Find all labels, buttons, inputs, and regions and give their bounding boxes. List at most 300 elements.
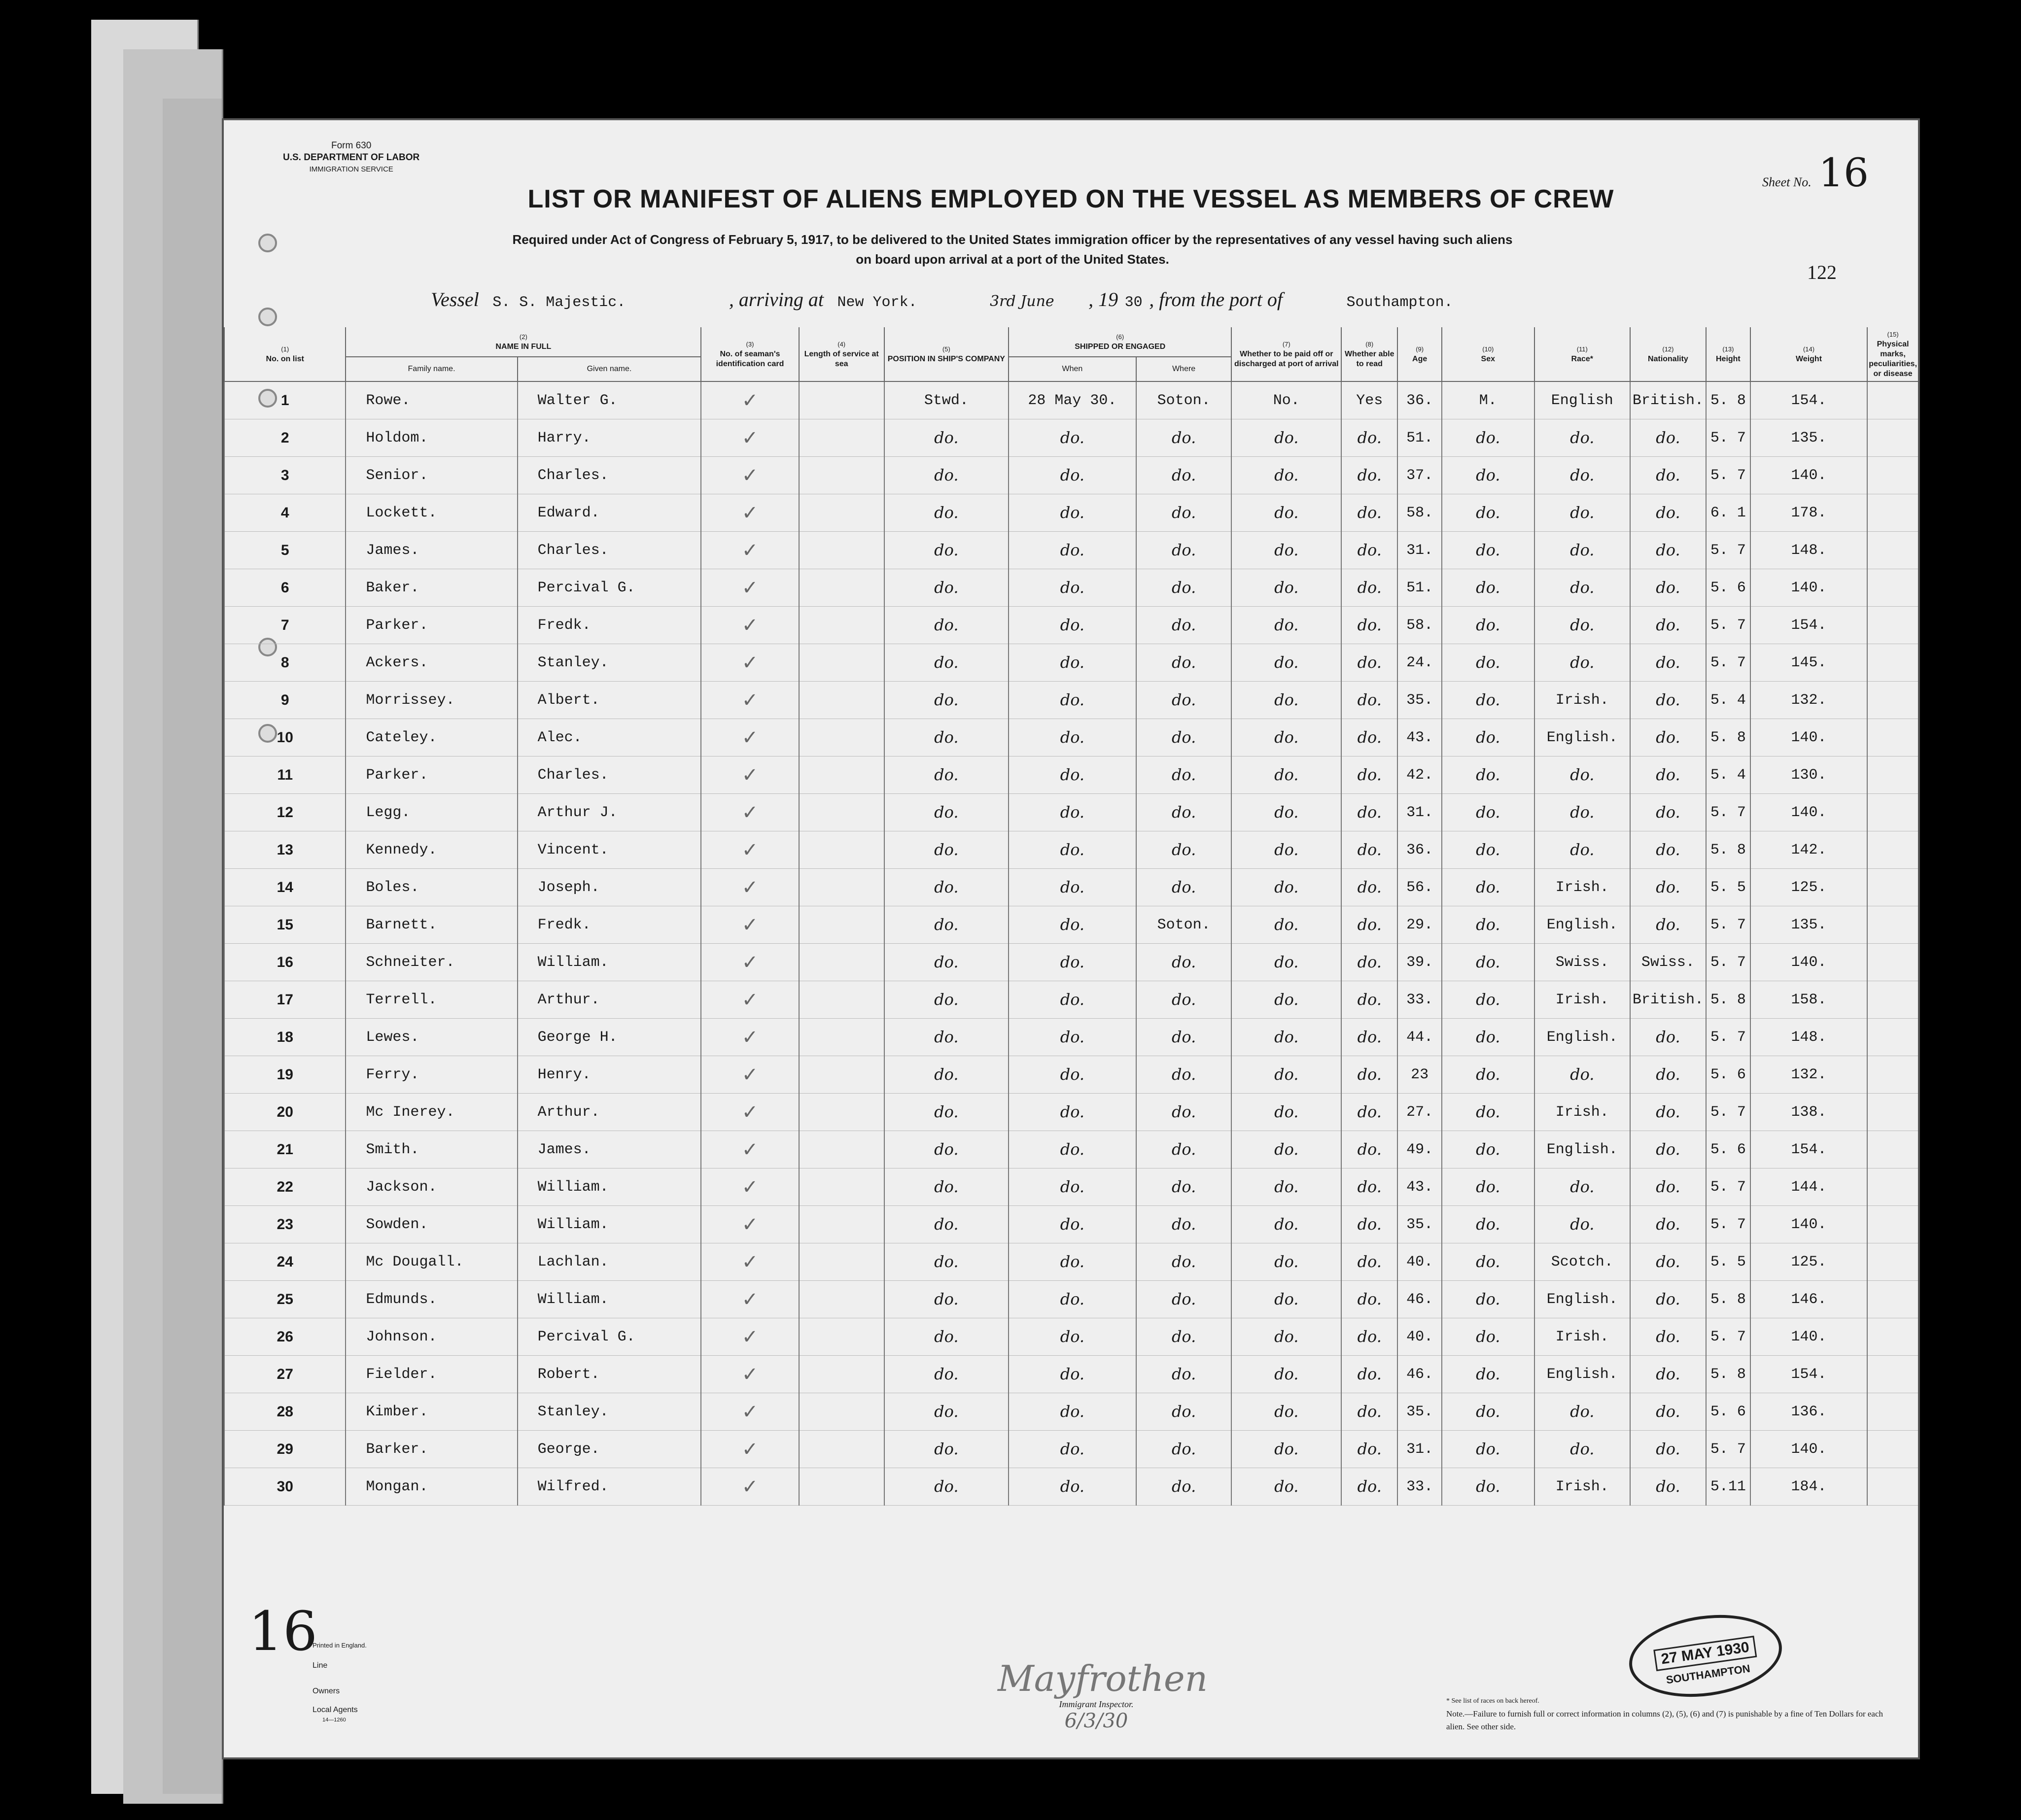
weight-cell <box>1750 419 1867 457</box>
shipped-when: do. <box>1060 1289 1085 1308</box>
shipped-when-cell <box>1009 1468 1136 1506</box>
paid-off: do. <box>1274 1477 1299 1496</box>
sex-cell <box>1442 1243 1534 1281</box>
paid-off-cell <box>1231 1206 1341 1243</box>
weight-cell <box>1750 1318 1867 1356</box>
height: 5. 8 <box>1710 991 1746 1008</box>
race-cell <box>1534 906 1630 944</box>
shipped-where-cell <box>1136 1131 1232 1168</box>
table-row <box>224 494 1918 532</box>
able-to-read: do. <box>1357 465 1382 484</box>
shipped-when-cell <box>1009 906 1136 944</box>
physical-marks-cell <box>1867 1243 1918 1281</box>
position: do. <box>934 540 959 559</box>
paid-off-cell <box>1231 944 1341 981</box>
family-name: Mongan. <box>366 1478 428 1495</box>
able-to-read-cell <box>1341 1281 1397 1318</box>
table-row <box>224 944 1918 981</box>
table-row <box>224 869 1918 906</box>
paid-off-cell <box>1231 906 1341 944</box>
shipped-when: do. <box>1060 765 1085 784</box>
able-to-read-cell <box>1341 1206 1397 1243</box>
given-name-cell <box>518 831 701 869</box>
col-header-position: (5) POSITION IN SHIP'S COMPANY <box>884 327 1009 381</box>
age: 29. <box>1406 916 1433 933</box>
id-card-check-cell <box>701 1168 799 1206</box>
shipped-where-cell <box>1136 1431 1232 1468</box>
height: 5. 8 <box>1710 392 1746 409</box>
race: Scotch. <box>1551 1253 1613 1271</box>
row-number-cell <box>224 1168 346 1206</box>
col-header-where: Where <box>1136 357 1232 381</box>
race: do. <box>1570 1177 1595 1196</box>
nationality: do. <box>1656 877 1680 896</box>
shipped-where: do. <box>1171 1177 1196 1196</box>
nationality: do. <box>1656 690 1680 709</box>
age: 31. <box>1406 1441 1433 1458</box>
checkmark-icon: ✓ <box>741 726 759 749</box>
shipped-when: do. <box>1060 690 1085 709</box>
physical-marks-cell <box>1867 381 1918 419</box>
shipped-when: do. <box>1060 1177 1085 1196</box>
paid-off-cell <box>1231 1318 1341 1356</box>
service-length-cell <box>799 494 884 532</box>
height-cell <box>1706 944 1750 981</box>
race-cell <box>1534 869 1630 906</box>
height: 5. 8 <box>1710 841 1746 858</box>
position-cell <box>884 381 1009 419</box>
checkmark-icon: ✓ <box>741 913 759 936</box>
manifest-title: LIST OR MANIFEST OF ALIENS EMPLOYED ON THE VESSEL AS MEMBERS OF CREW <box>527 185 1614 213</box>
height-cell <box>1706 1206 1750 1243</box>
physical-marks-cell <box>1867 869 1918 906</box>
from-port-label: , from the port of <box>1149 288 1283 310</box>
paid-off: do. <box>1274 840 1299 859</box>
service-length-cell <box>799 682 884 719</box>
inspector-signature: Mayfrothen <box>998 1658 1208 1699</box>
age-cell <box>1397 981 1442 1019</box>
family-name: Boles. <box>366 879 419 896</box>
service-length-cell <box>799 719 884 756</box>
paid-off: do. <box>1274 1177 1299 1196</box>
checkmark-icon: ✓ <box>741 688 759 712</box>
race-cell <box>1534 981 1630 1019</box>
nationality-cell <box>1630 1168 1706 1206</box>
able-to-read-cell <box>1341 1168 1397 1206</box>
age: 35. <box>1406 691 1433 709</box>
sex-cell <box>1442 869 1534 906</box>
sex-cell <box>1442 381 1534 419</box>
able-to-read-cell <box>1341 532 1397 569</box>
family-name-cell <box>346 569 517 607</box>
sex: do. <box>1476 428 1500 447</box>
department-name: U.S. DEPARTMENT OF LABOR <box>283 152 420 163</box>
service-length-cell <box>799 1281 884 1318</box>
shipped-when-cell <box>1009 794 1136 831</box>
family-name: Kennedy. <box>366 841 437 858</box>
nationality: do. <box>1656 840 1680 859</box>
paid-off: do. <box>1274 1214 1299 1234</box>
shipped-where: do. <box>1171 1102 1196 1121</box>
weight-cell <box>1750 532 1867 569</box>
position: do. <box>934 1439 959 1458</box>
family-name: Smith. <box>366 1141 419 1158</box>
nationality-cell <box>1630 1281 1706 1318</box>
given-name: Alec. <box>537 729 582 746</box>
height-cell <box>1706 457 1750 494</box>
race-cell <box>1534 494 1630 532</box>
sex: do. <box>1476 1327 1500 1346</box>
shipped-when-cell <box>1009 569 1136 607</box>
col-header-marks: (15) Physical marks, peculiarities, or disease <box>1867 327 1918 381</box>
shipped-when-cell <box>1009 1131 1136 1168</box>
row-number: 10 <box>277 729 293 746</box>
age: 40. <box>1406 1328 1433 1345</box>
arriving-port: New York. <box>837 294 917 311</box>
height: 5. 7 <box>1710 1328 1746 1345</box>
position-cell <box>884 1431 1009 1468</box>
paid-off-cell <box>1231 1393 1341 1431</box>
shipped-when: do. <box>1060 727 1085 747</box>
weight-cell <box>1750 719 1867 756</box>
row-number: 26 <box>277 1328 293 1345</box>
shipped-where: do. <box>1171 1139 1196 1159</box>
shipped-when-cell <box>1009 532 1136 569</box>
table-row <box>224 1094 1918 1131</box>
weight-cell <box>1750 1019 1867 1056</box>
form-header <box>283 140 419 175</box>
sex: do. <box>1476 1439 1500 1458</box>
shipped-where-cell <box>1136 1094 1232 1131</box>
weight: 144. <box>1791 1178 1827 1196</box>
service-length-cell <box>799 457 884 494</box>
position: do. <box>934 990 959 1009</box>
back-page-edge <box>163 99 223 1794</box>
position-cell <box>884 569 1009 607</box>
weight: 135. <box>1791 429 1827 446</box>
paid-off-cell <box>1231 1431 1341 1468</box>
given-name-cell <box>518 607 701 644</box>
weight: 140. <box>1791 1216 1827 1233</box>
table-row <box>224 1356 1918 1393</box>
age-cell <box>1397 682 1442 719</box>
height-cell <box>1706 1243 1750 1281</box>
table-row <box>224 381 1918 419</box>
shipped-where-cell <box>1136 1393 1232 1431</box>
family-name-cell <box>346 831 517 869</box>
nationality-cell <box>1630 419 1706 457</box>
table-row <box>224 719 1918 756</box>
race: do. <box>1570 765 1595 784</box>
height-cell <box>1706 831 1750 869</box>
table-row <box>224 906 1918 944</box>
row-number-cell <box>224 569 346 607</box>
height: 5. 7 <box>1710 1103 1746 1121</box>
height-cell <box>1706 719 1750 756</box>
shipped-where: do. <box>1171 1065 1196 1084</box>
shipped-where: do. <box>1171 1252 1196 1271</box>
height-cell <box>1706 1019 1750 1056</box>
row-number-cell <box>224 1243 346 1281</box>
crew-table-body <box>224 381 1918 1506</box>
sex: do. <box>1476 1027 1500 1046</box>
nationality: do. <box>1656 428 1680 447</box>
able-to-read-cell <box>1341 1056 1397 1094</box>
shipped-where: do. <box>1171 540 1196 559</box>
race: English. <box>1546 916 1618 933</box>
family-name-cell <box>346 1468 517 1506</box>
able-to-read: do. <box>1357 1027 1382 1046</box>
row-number-cell <box>224 981 346 1019</box>
owners-label: Owners <box>313 1687 340 1695</box>
race-cell <box>1534 756 1630 794</box>
family-name-cell <box>346 719 517 756</box>
shipped-when: do. <box>1060 1102 1085 1121</box>
able-to-read: do. <box>1357 952 1382 971</box>
position: do. <box>934 952 959 971</box>
paid-off-cell <box>1231 756 1341 794</box>
height: 5. 7 <box>1710 916 1746 933</box>
sex: do. <box>1476 915 1500 934</box>
family-name-cell <box>346 1243 517 1281</box>
sex: do. <box>1476 802 1500 822</box>
service-length-cell <box>799 1431 884 1468</box>
age: 46. <box>1406 1366 1433 1383</box>
weight-cell <box>1750 1243 1867 1281</box>
nationality: British. <box>1632 392 1704 409</box>
shipped-when: do. <box>1060 840 1085 859</box>
race: do. <box>1570 540 1595 559</box>
height: 5. 7 <box>1710 954 1746 971</box>
table-row <box>224 457 1918 494</box>
age-cell <box>1397 644 1442 682</box>
shipped-where-cell <box>1136 569 1232 607</box>
sex: do. <box>1476 615 1500 634</box>
physical-marks-cell <box>1867 756 1918 794</box>
row-number: 5 <box>280 542 289 558</box>
family-name-cell <box>346 1206 517 1243</box>
height-cell <box>1706 981 1750 1019</box>
height: 5. 7 <box>1710 542 1746 559</box>
given-name-cell <box>518 644 701 682</box>
paid-off-cell <box>1231 1056 1341 1094</box>
sex-cell <box>1442 719 1534 756</box>
race: do. <box>1570 1065 1595 1084</box>
row-number-cell <box>224 644 346 682</box>
row-number: 20 <box>277 1103 293 1120</box>
able-to-read-cell <box>1341 1356 1397 1393</box>
id-card-check-cell <box>701 1281 799 1318</box>
height-cell <box>1706 1431 1750 1468</box>
checkmark-icon: ✓ <box>741 838 759 861</box>
nationality: do. <box>1656 915 1680 934</box>
position-cell <box>884 1318 1009 1356</box>
weight-cell <box>1750 1094 1867 1131</box>
nationality: do. <box>1656 615 1680 634</box>
physical-marks-cell <box>1867 1056 1918 1094</box>
stamp-date: 27 MAY 1930 <box>1653 1636 1757 1671</box>
given-name: Vincent. <box>537 841 609 858</box>
height-cell <box>1706 794 1750 831</box>
able-to-read-cell <box>1341 1094 1397 1131</box>
given-name: George H. <box>537 1029 618 1046</box>
nationality: British. <box>1632 991 1704 1008</box>
weight-cell <box>1750 682 1867 719</box>
age-cell <box>1397 1281 1442 1318</box>
age-cell <box>1397 494 1442 532</box>
given-name: Percival G. <box>537 1328 635 1345</box>
position: do. <box>934 1177 959 1196</box>
service-length-cell <box>799 569 884 607</box>
weight: 140. <box>1791 1328 1827 1345</box>
id-card-check-cell <box>701 457 799 494</box>
family-name: Lewes. <box>366 1029 419 1046</box>
age-cell <box>1397 532 1442 569</box>
given-name-cell <box>518 1318 701 1356</box>
given-name: Arthur. <box>537 1103 600 1121</box>
table-row <box>224 981 1918 1019</box>
family-name: Parker. <box>366 617 428 634</box>
age: 46. <box>1406 1291 1433 1308</box>
col-header-read: (8) Whether able to read <box>1341 327 1397 381</box>
paid-off: do. <box>1274 428 1299 447</box>
checkmark-icon: ✓ <box>741 1063 759 1086</box>
nationality: do. <box>1656 1027 1680 1046</box>
given-name: Henry. <box>537 1066 591 1083</box>
able-to-read-cell <box>1341 1318 1397 1356</box>
age: 35. <box>1406 1403 1433 1420</box>
position: do. <box>934 1102 959 1121</box>
weight: 154. <box>1791 1141 1827 1158</box>
height-cell <box>1706 1393 1750 1431</box>
sex-cell <box>1442 682 1534 719</box>
shipped-where: do. <box>1171 1214 1196 1234</box>
position-cell <box>884 1056 1009 1094</box>
weight: 140. <box>1791 729 1827 746</box>
shipped-where-cell <box>1136 457 1232 494</box>
vessel-line <box>431 288 1462 311</box>
shipped-when: do. <box>1060 877 1085 896</box>
shipped-where: do. <box>1171 877 1196 896</box>
checkmark-icon: ✓ <box>741 651 759 674</box>
paid-off-cell <box>1231 1468 1341 1506</box>
reference-number: 122 <box>1807 261 1837 283</box>
race-cell <box>1534 831 1630 869</box>
weight-cell <box>1750 1056 1867 1094</box>
position: do. <box>934 1214 959 1234</box>
table-row <box>224 756 1918 794</box>
nationality: do. <box>1656 1177 1680 1196</box>
able-to-read-cell <box>1341 682 1397 719</box>
sex: do. <box>1476 1477 1500 1496</box>
given-name-cell <box>518 1206 701 1243</box>
age-cell <box>1397 1431 1442 1468</box>
position: do. <box>934 802 959 822</box>
family-name-cell <box>346 869 517 906</box>
id-card-check-cell <box>701 1318 799 1356</box>
paid-off-cell <box>1231 644 1341 682</box>
from-port: Southampton. <box>1346 294 1453 311</box>
row-number-cell <box>224 794 346 831</box>
race: Irish. <box>1555 691 1609 709</box>
paid-off: do. <box>1274 765 1299 784</box>
race: do. <box>1570 615 1595 634</box>
race: Irish. <box>1555 991 1609 1008</box>
service-length-cell <box>799 1168 884 1206</box>
shipped-when-cell <box>1009 1056 1136 1094</box>
shipped-when-cell <box>1009 981 1136 1019</box>
position-cell <box>884 1206 1009 1243</box>
weight-cell <box>1750 607 1867 644</box>
row-number: 24 <box>277 1253 293 1270</box>
weight-cell <box>1750 494 1867 532</box>
row-number: 2 <box>280 429 289 446</box>
race-cell <box>1534 607 1630 644</box>
weight-cell <box>1750 1356 1867 1393</box>
sex: do. <box>1476 1289 1500 1308</box>
given-name: Lachlan. <box>537 1253 609 1271</box>
table-row <box>224 1168 1918 1206</box>
nationality-cell <box>1630 831 1706 869</box>
sex-cell <box>1442 1281 1534 1318</box>
shipped-where-cell <box>1136 1056 1232 1094</box>
height-cell <box>1706 419 1750 457</box>
given-name-cell <box>518 1131 701 1168</box>
paid-off: No. <box>1273 392 1300 409</box>
age: 24. <box>1406 654 1433 671</box>
race: do. <box>1570 578 1595 597</box>
shipped-when: do. <box>1060 1252 1085 1271</box>
given-name-cell <box>518 906 701 944</box>
nationality-cell <box>1630 381 1706 419</box>
given-name-cell <box>518 981 701 1019</box>
race: do. <box>1570 503 1595 522</box>
family-name: Lockett. <box>366 504 437 521</box>
age-cell <box>1397 569 1442 607</box>
given-name-cell <box>518 419 701 457</box>
checkmark-icon: ✓ <box>741 1026 759 1049</box>
height-cell <box>1706 1131 1750 1168</box>
able-to-read: do. <box>1357 765 1382 784</box>
paid-off-cell <box>1231 831 1341 869</box>
paid-off-cell <box>1231 1094 1341 1131</box>
service-length-cell <box>799 831 884 869</box>
crew-table <box>224 327 1918 1506</box>
subtitle-line-2: on board upon arrival at a port of the United States. <box>856 252 1169 267</box>
race: English. <box>1546 1291 1618 1308</box>
col-header-paid-off: (7) Whether to be paid off or discharged at port of arrival <box>1231 327 1341 381</box>
race: Irish. <box>1555 879 1609 896</box>
family-name: Morrissey. <box>366 691 455 709</box>
race-cell <box>1534 1393 1630 1431</box>
race-cell <box>1534 644 1630 682</box>
weight-cell <box>1750 981 1867 1019</box>
height: 5. 7 <box>1710 429 1746 446</box>
row-number: 30 <box>277 1478 293 1495</box>
shipped-when-cell <box>1009 1356 1136 1393</box>
paid-off: do. <box>1274 1364 1299 1383</box>
age: 49. <box>1406 1141 1433 1158</box>
physical-marks-cell <box>1867 607 1918 644</box>
given-name: William. <box>537 1216 609 1233</box>
checkmark-icon: ✓ <box>741 1438 759 1461</box>
position-cell <box>884 1281 1009 1318</box>
table-row <box>224 1243 1918 1281</box>
paid-off-cell <box>1231 682 1341 719</box>
nationality-cell <box>1630 1318 1706 1356</box>
checkmark-icon: ✓ <box>741 389 759 412</box>
sex-cell <box>1442 1094 1534 1131</box>
